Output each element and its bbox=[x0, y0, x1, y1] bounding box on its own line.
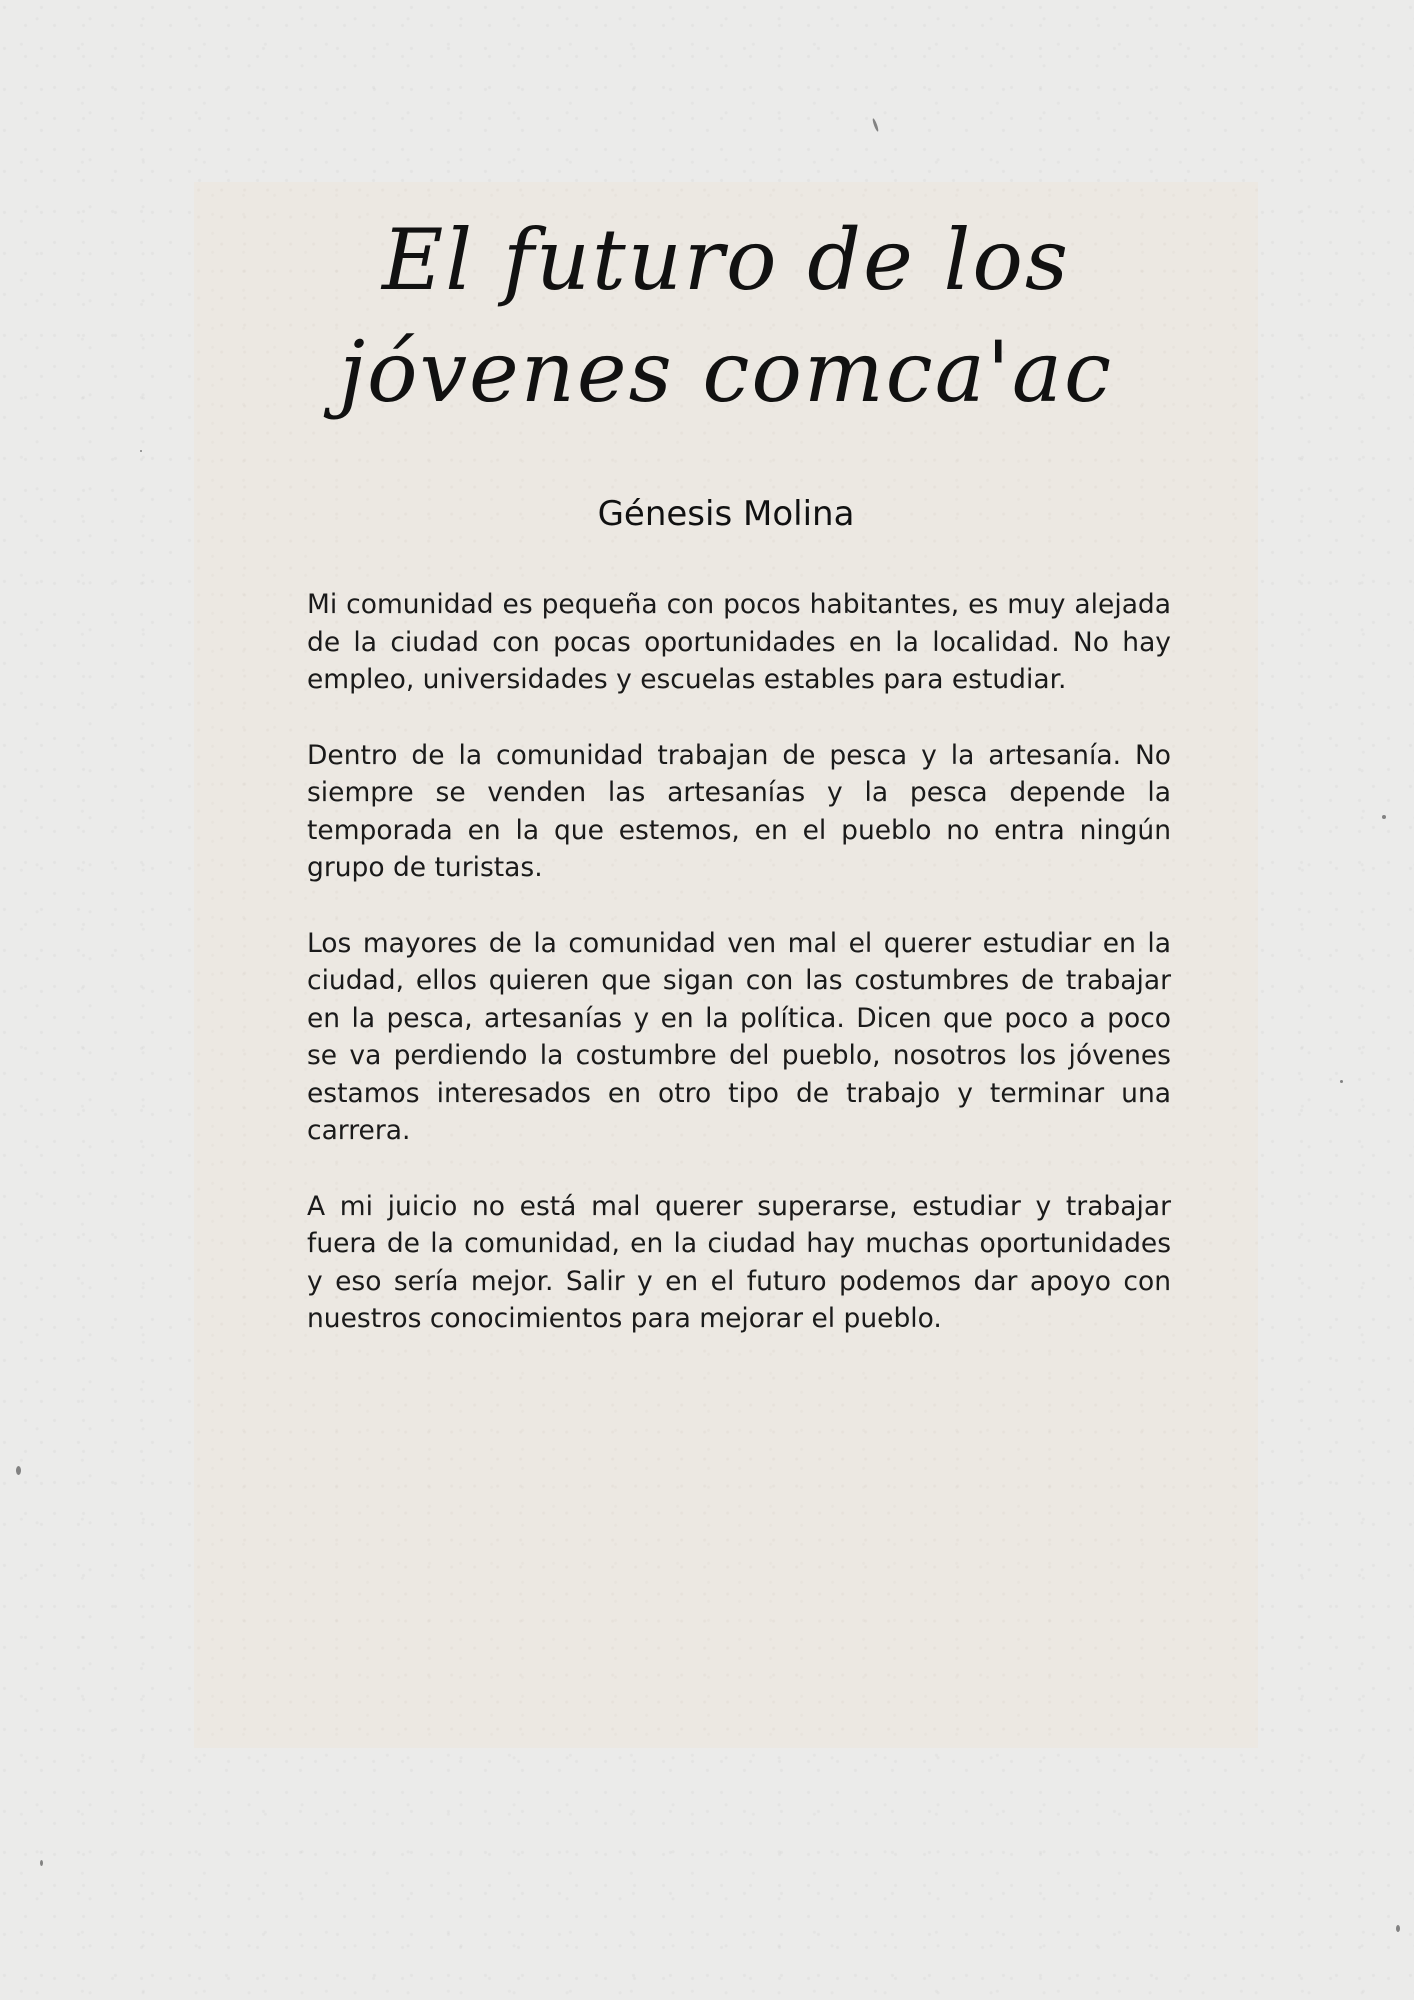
background-speck bbox=[40, 1860, 43, 1866]
paragraph-1: Mi comunidad es pequeña con pocos habitantes, es muy alejada de la ciudad con pocas oportunidades en la localidad. No hay empleo, universidades y escuelas estables para estudiar. bbox=[307, 589, 1171, 695]
background-speck bbox=[140, 450, 142, 452]
paragraph-3: Los mayores de la comunidad ven mal el querer estudiar en la ciudad, ellos quieren que sigan con las costumbres de trabajar en la pesca, artesanías y en la política. Dicen que poco a poco se va perdiendo la costumbre del pueblo, nosotros los jóvenes estamos interesados en otro tipo de trabajo y terminar una carrera. bbox=[307, 927, 1171, 1146]
background-speck bbox=[872, 118, 880, 132]
paragraph-4: A mi juicio no está mal querer superarse, estudiar y trabajar fuera de la comunidad, en la ciudad hay muchas oportunidades y eso sería mejor. Salir y en el futuro podemos dar apoyo con nuestros conocimientos para mejorar el pueblo. bbox=[307, 1190, 1171, 1334]
body-text bbox=[307, 586, 1171, 1376]
background-speck bbox=[1340, 1080, 1343, 1083]
document-panel bbox=[194, 182, 1258, 1748]
title-line-2: jóvenes comca'ac bbox=[338, 323, 1113, 421]
background-speck bbox=[1396, 1925, 1400, 1932]
paragraph-2: Dentro de la comunidad trabajan de pesca y la artesanía. No siempre se venden las artesanías y la pesca depende la temporada en la que estemos, en el pueblo no entra ningún grupo de turistas. bbox=[307, 739, 1171, 883]
background-speck bbox=[1382, 815, 1386, 819]
author-name: Génesis Molina bbox=[597, 494, 855, 534]
document-title bbox=[194, 204, 1258, 428]
background-speck bbox=[16, 1466, 21, 1475]
title-line-1: El futuro de los bbox=[381, 211, 1071, 309]
